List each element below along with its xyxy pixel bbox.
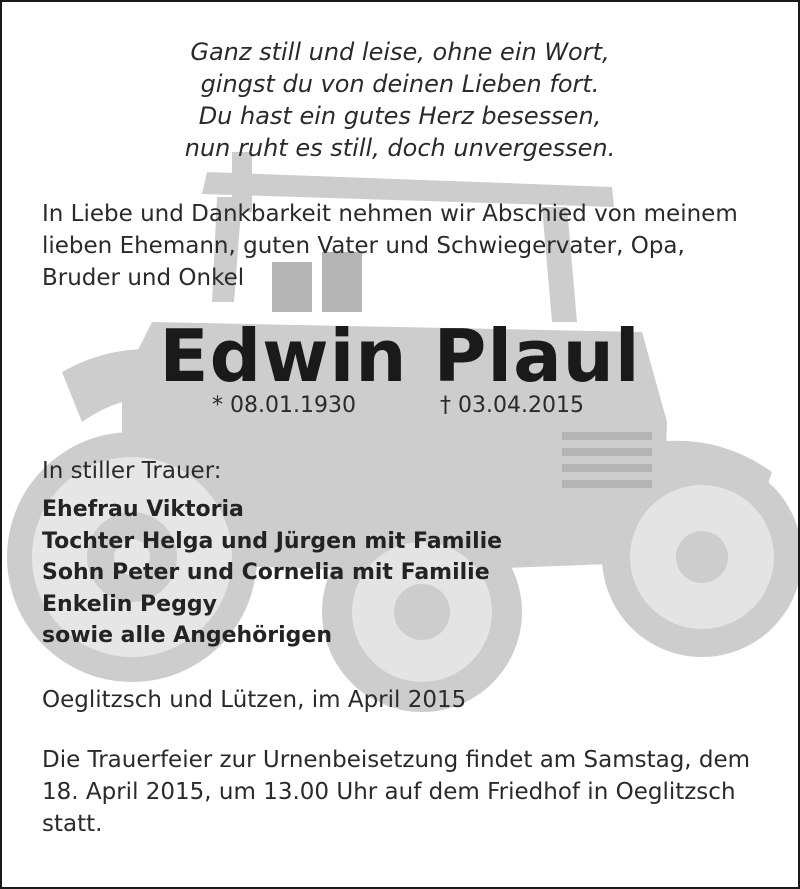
mourning-label: In stiller Trauer: <box>42 458 222 484</box>
poem-line: Ganz still und leise, ohne ein Wort, <box>190 38 610 66</box>
intro-line: In Liebe und Dankbarkeit nehmen wir Abschied von meinem <box>42 201 738 227</box>
poem-line: Du hast ein gutes Herz besessen, <box>198 102 602 130</box>
funeral-line: statt. <box>42 811 103 837</box>
place-date: Oeglitzsch und Lützen, im April 2015 <box>42 687 467 713</box>
mourner: Enkelin Peggy <box>42 591 217 617</box>
funeral-line: Die Trauerfeier zur Urnenbeisetzung findet am Samstag, dem <box>42 747 751 773</box>
mourner: Tochter Helga und Jürgen mit Familie <box>42 528 503 554</box>
mourners-list <box>42 494 502 652</box>
intro-line: lieben Ehemann, guten Vater und Schwiegervater, Opa, <box>42 233 685 259</box>
funeral-info <box>42 744 772 840</box>
mourner: Sohn Peter und Cornelia mit Familie <box>42 560 490 585</box>
death-date: † 03.04.2015 <box>440 393 584 418</box>
poem-line: nun ruht es still, doch unvergessen. <box>184 134 616 162</box>
mourner: Ehefrau Viktoria <box>42 497 244 522</box>
deceased-name: Edwin Plaul <box>159 314 641 398</box>
poem <box>2 36 798 164</box>
mourner: sowie alle Angehörigen <box>42 623 333 648</box>
poem-line: gingst du von deinen Lieben fort. <box>200 70 600 98</box>
birth-date: * 08.01.1930 <box>212 393 356 418</box>
funeral-line: 18. April 2015, um 13.00 Uhr auf dem Friedhof in Oeglitzsch <box>42 779 736 805</box>
farewell-intro <box>42 198 762 294</box>
intro-line: Bruder und Onkel <box>42 265 245 291</box>
